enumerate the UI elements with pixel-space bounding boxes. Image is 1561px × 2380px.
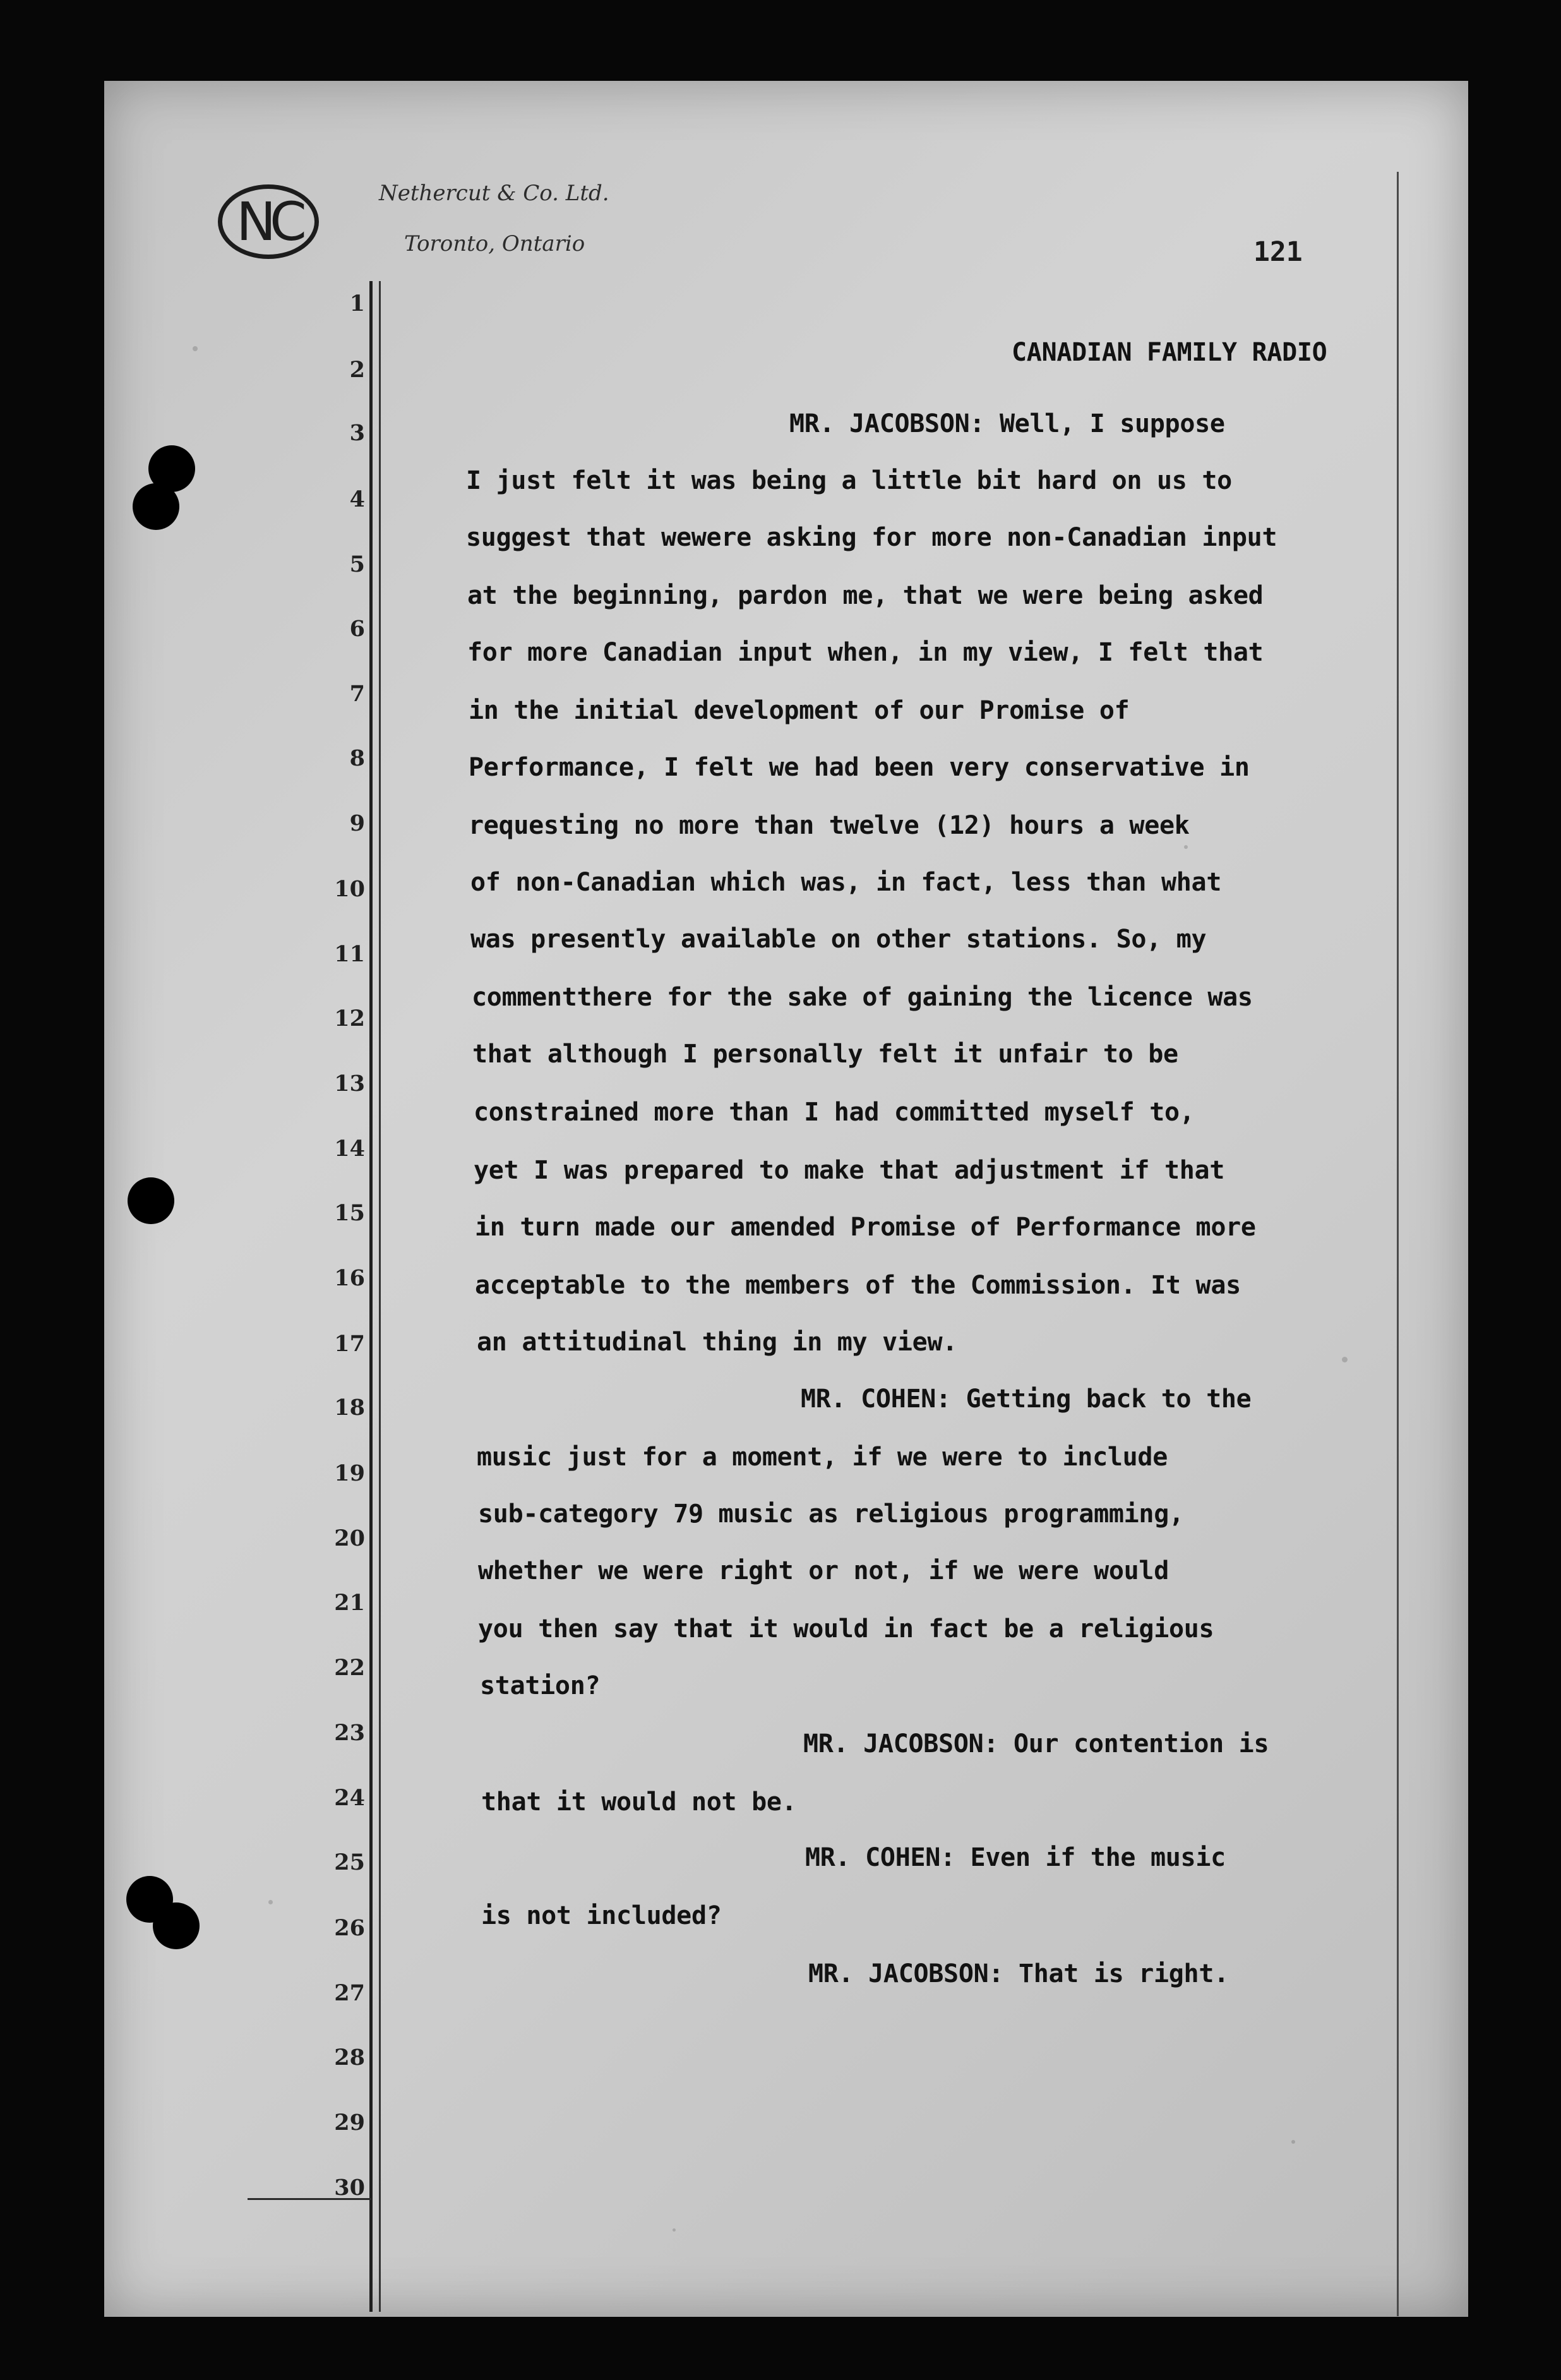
punch-hole <box>133 483 179 530</box>
transcript-line: requesting no more than twelve (12) hours a week <box>469 811 1190 840</box>
line-number: 24 <box>334 1785 365 1811</box>
line-number: 26 <box>334 1915 365 1941</box>
line-number: 19 <box>334 1460 365 1486</box>
transcript-line: MR. JACOBSON: Well, I suppose <box>789 409 1225 438</box>
transcript-line: MR. JACOBSON: That is right. <box>808 1959 1229 1988</box>
transcript-line: suggest that wewere asking for more non-Canadian input <box>466 523 1277 552</box>
punch-hole <box>153 1902 200 1949</box>
transcript-line: in turn made our amended Promise of Performance more <box>475 1213 1256 1242</box>
transcript-line: commentthere for the sake of gaining the licence was <box>472 983 1253 1012</box>
transcript-line: I just felt it was being a little bit hard on us to <box>466 466 1232 495</box>
transcript-line: music just for a moment, if we were to include <box>477 1443 1168 1472</box>
firm-location: Toronto, Ontario <box>404 231 585 256</box>
transcript-line: for more Canadian input when, in my view, I felt that <box>467 638 1264 667</box>
transcript-line: constrained more than I had committed myself to, <box>474 1098 1195 1127</box>
line-number: 9 <box>349 810 365 836</box>
transcript-line: station? <box>480 1671 601 1700</box>
line-number: 23 <box>334 1720 365 1746</box>
line-number: 12 <box>334 1006 365 1031</box>
transcript-line: at the beginning, pardon me, that we were being asked <box>467 581 1264 610</box>
line-number: 5 <box>349 551 365 577</box>
transcript-line: is not included? <box>481 1901 722 1930</box>
transcript-line: whether we were right or not, if we were would <box>478 1556 1169 1585</box>
firm-name: Nethercut & Co. Ltd. <box>379 181 609 206</box>
line-number: 1 <box>349 291 365 316</box>
page-number: 121 <box>1253 236 1303 268</box>
transcript-line: of non-Canadian which was, in fact, less than what <box>470 868 1222 897</box>
transcript-line: yet I was prepared to make that adjustment if that <box>474 1156 1225 1185</box>
transcript-line: an attitudinal thing in my view. <box>477 1328 958 1357</box>
line-number: 30 <box>334 2175 365 2201</box>
line-number: 6 <box>349 616 365 642</box>
line-number: 29 <box>334 2110 365 2136</box>
line-number: 13 <box>334 1071 365 1097</box>
line-number: 28 <box>334 2045 365 2070</box>
line-number: 20 <box>334 1525 365 1551</box>
transcript-line: was presently available on other stations. So, my <box>470 925 1207 954</box>
transcript-line: acceptable to the members of the Commission. It was <box>475 1271 1241 1300</box>
line-number: 7 <box>349 681 365 707</box>
line-number: 11 <box>334 941 365 967</box>
transcript-line: Performance, I felt we had been very conservative in <box>469 753 1250 782</box>
transcript-line: MR. COHEN: Getting back to the <box>801 1385 1252 1414</box>
line-number: 27 <box>334 1980 365 2006</box>
transcript-line: you then say that it would in fact be a religious <box>478 1614 1214 1644</box>
punch-hole <box>128 1177 174 1224</box>
transcript-line: that it would not be. <box>481 1788 797 1817</box>
line-number: 18 <box>334 1395 365 1421</box>
logo-mark: NC <box>236 191 301 253</box>
transcript-line: MR. JACOBSON: Our contention is <box>803 1729 1269 1758</box>
line-number: 16 <box>334 1265 365 1291</box>
transcript-line: sub-category 79 music as religious programming, <box>478 1500 1184 1529</box>
line-number: 3 <box>349 420 365 446</box>
line-number: 15 <box>334 1200 365 1226</box>
line-number: 2 <box>349 357 365 383</box>
transcript-line: that although I personally felt it unfair to be <box>472 1040 1178 1069</box>
line-number: 14 <box>334 1136 365 1162</box>
line-number: 10 <box>334 876 365 902</box>
line-number: 8 <box>349 745 365 771</box>
line-number: 17 <box>334 1331 365 1357</box>
transcript-line: MR. COHEN: Even if the music <box>805 1843 1226 1872</box>
line-number: 25 <box>334 1849 365 1875</box>
document-header: CANADIAN FAMILY RADIO <box>1012 338 1327 367</box>
transcript-line: in the initial development of our Promise of <box>469 696 1130 725</box>
line-number: 4 <box>349 486 365 512</box>
line-number: 22 <box>334 1655 365 1681</box>
line-number: 21 <box>334 1590 365 1616</box>
